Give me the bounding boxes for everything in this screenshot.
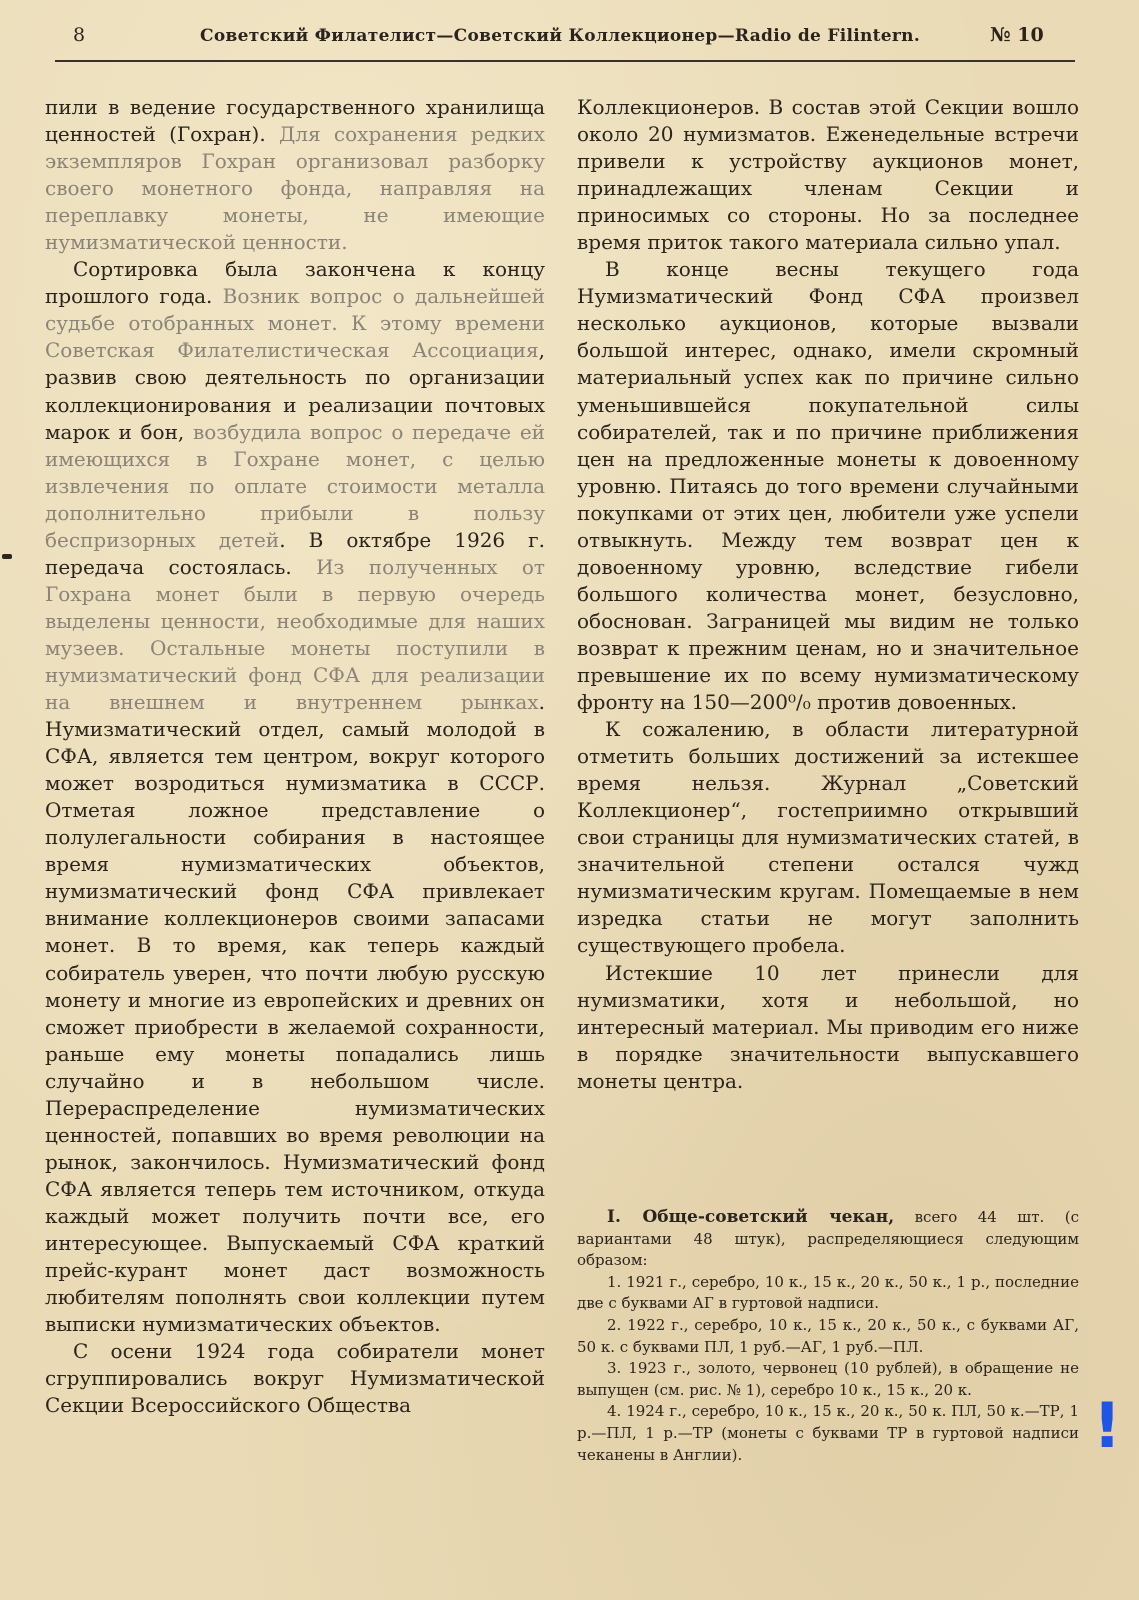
coin-list-item: 4. 1924 г., серебро, 10 к., 15 к., 20 к., 50 к. ПЛ, 50 к.—ТР, 1 р.—ПЛ, 1 р.—ТР (монеты с буквами ТР в гуртовой надписи чеканены в Англии).	[577, 1402, 1079, 1464]
coin-list-item: 3. 1923 г., золото, червонец (10 рублей), в обращение не выпущен (см. рис. № 1), серебро 10 к., 15 к., 20 к.	[577, 1359, 1079, 1399]
paragraph: В конце весны текущего года Нумизматический Фонд СФА произвел несколько аукционов, которые вызвали большой интерес, однако, имели скромный материальный успех как по причине сильно уменьшившейся покупательной силы собирателей, так и по причине приближения цен на предложенные монеты к довоенному уровню. Питаясь до того времени случайными покупками от этих цен, любители уже успели отвыкнуть. Между тем возврат цен к довоенному уровню, вследствие гибели большого количества монет, безусловно, обоснован. Заграницей мы видим не только возврат к прежним ценам, но и значительное превышение их по всему нумизматическому фронту на 150—200⁰/₀ против довоенных.	[577, 257, 1079, 715]
text-run: Сортировка была закончена к концу прошлого года.	[45, 257, 545, 309]
coin-list-item: 1. 1921 г., серебро, 10 к., 15 к., 20 к., 50 к., 1 р., последние две с буквами АГ в гуртовой надписи.	[577, 1272, 1079, 1313]
running-header	[55, 18, 1075, 62]
journal-title: Советский Филателист—Советский Коллекционер—Radio de Filintern.	[200, 26, 921, 46]
text-run: пили в ведение государственного хранилища ценностей (Гохран).	[45, 95, 545, 147]
text-run: . Нумизматический отдел, самый молодой в СФА, является тем центром, вокруг которого может возродиться нумизматика в СССР. Отметая ложное представление о полулегальности собирания в настоящее время нумизматических объектов, нумизматический фонд СФА привлекает внимание коллекционеров своими запасами монет. В то время, как теперь каждый собиратель уверен, что почти любую русскую монету и многие из европейских и древних он сможет приобрести в желаемой сохранности, раньше ему монеты попадались лишь случайно и в небольшом числе. Перераспределение нумизматических ценностей, попавших во время революции на рынок, закончилось. Нумизматический фонд СФА является теперь тем источником, откуда каждый может получить почти все, его интересующее. Выпускаемый СФА краткий прейс-курант монет даст возможность любителям пополнять свои коллекции путем выписки нумизматических объектов.	[45, 690, 545, 1337]
paragraph: С осени 1924 года собиратели монет сгруппировались вокруг Нумизматической Секции Всероссийского Общества	[45, 1339, 545, 1418]
faded-text-run: Для сохранения редких экземпляров Гохран организовал разборку своего монетного фонда, направляя на переплавку монеты, не имеющие нумизматической ценности.	[45, 122, 545, 255]
faded-text-run: Из полученных от Гохрана монет были в первую очередь выделены ценности, необходимые для наших музеев. Остальные монеты поступили в нумизматический фонд СФА для реализации на внешнем и внутреннем рынках	[45, 554, 545, 715]
paragraph: Коллекционеров. В состав этой Секции вошло около 20 нумизматов. Еженедельные встречи привели к устройству аукционов монет, принадлежащих членам Секции и приносимых со стороны. Но за последнее время приток такого материала сильно упал.	[577, 95, 1079, 255]
heading-rest: всего 44 шт. (с вариантами 48 штук), распределяющиеся следующим образом:	[577, 1208, 1079, 1270]
paragraph	[45, 256, 545, 1338]
paragraph: К сожалению, в области литературной отметить больших достижений за истекшее время нельзя. Журнал „Советский Коллекционер“, гостеприимно открывший свои страницы для нумизматических статей, в значительной степени остался чужд нумизматическим кругам. Помещаемые в нем изредка статьи не могут заполнить существующего пробела.	[577, 717, 1079, 958]
text-run: , развив свою деятельность по организации коллекционирования и реализации почтовых марок и бон,	[45, 338, 545, 444]
issue-number: № 10	[990, 24, 1044, 46]
paragraph: Истекшие 10 лет принесли для нумизматики, хотя и небольшой, но интересный материал. Мы приводим его ниже в порядке значительности выпускавшего монеты центра.	[577, 960, 1079, 1093]
text-run: . В октябре 1926 г. передача состоялась.	[45, 527, 546, 579]
margin-mark	[2, 554, 12, 559]
faded-text-run: возбудила вопрос о передаче ей имеющихся в Гохране монет, с целью извлечения по оплате стоимости металла дополнительно прибыли в пользу беспризорных детей	[45, 419, 545, 552]
coin-list-item: 2. 1922 г., серебро, 10 к., 15 к., 20 к., 50 к., с буквами АГ, 50 к. с буквами ПЛ, 1 руб.—АГ, 1 руб.—ПЛ.	[577, 1315, 1079, 1356]
coin-list-heading	[577, 1207, 1079, 1272]
right-column	[577, 94, 1079, 1095]
paragraph	[45, 94, 545, 256]
annotation-mark: !	[1093, 1389, 1122, 1462]
faded-text-run: Возник вопрос о дальнейшей судьбе отобранных монет. К этому времени Советская Филателистическая Ассоциация	[45, 284, 545, 363]
coin-list	[577, 1207, 1079, 1466]
page-number: 8	[73, 24, 86, 46]
heading-bold: I. Обще-советский чекан,	[607, 1207, 895, 1227]
left-column	[45, 94, 545, 1419]
